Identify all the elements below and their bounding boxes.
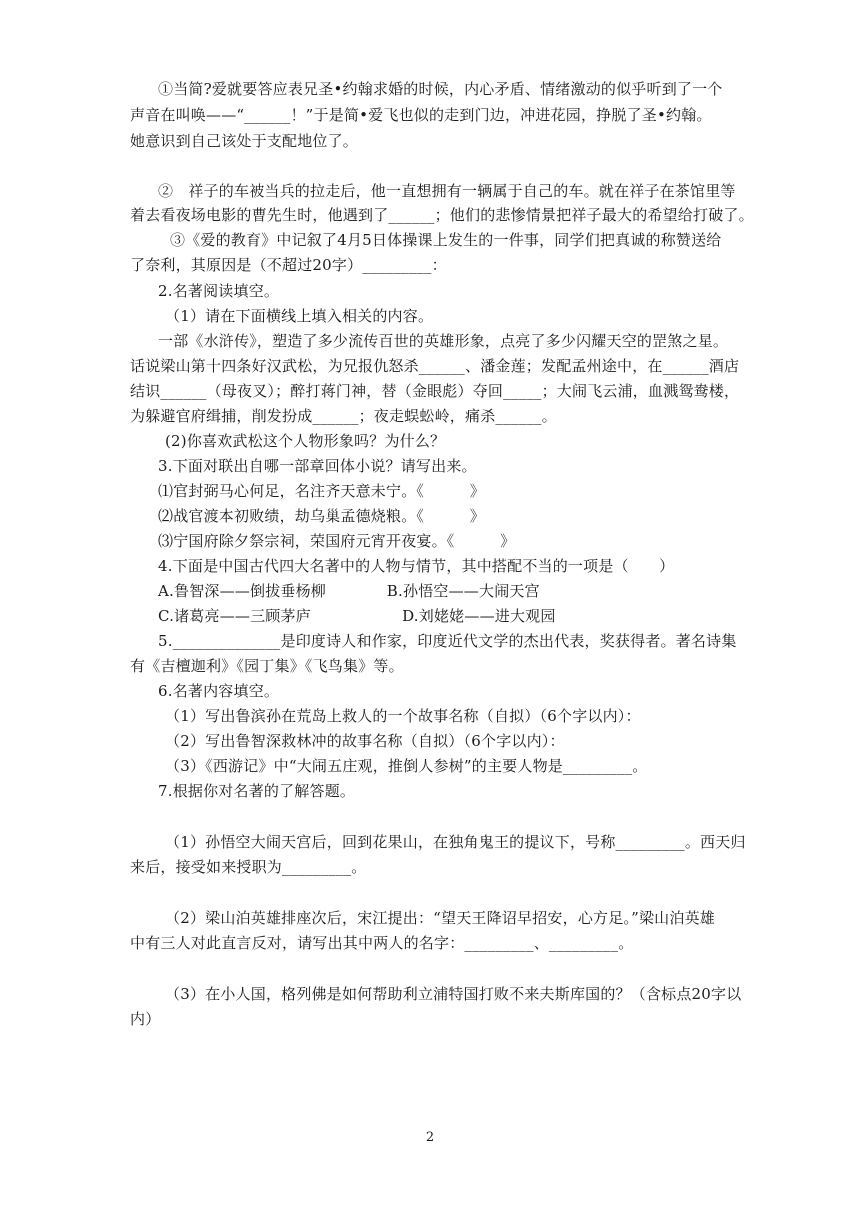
q3-item-2: ⑵战官渡本初败绩，劫乌巢孟德烧粮。《 》 [158,507,485,525]
q7-item-3-line-2: 内） [130,1010,161,1028]
q6-item-2: （2）写出鲁智深救林冲的故事名称（自拟）（6个字以内）： [165,732,565,750]
q7-item-1-line-1: （1）孙悟空大闹天宫后，回到花果山，在独角鬼王的提议下，号称_________。西天归 [165,833,746,851]
q7-item-1-line-2: 来后，接受如来授职为_________。 [130,858,367,876]
q1-line-1: ①当简?爱就要答应表兄圣•约翰求婚的时候，内心矛盾、情绪激动的似乎听到了一个 [158,80,723,98]
q1-line-5: 着去看夜场电影的曹先生时，他遇到了______；他们的悲惨情景把祥子最大的希望给打破了。 [130,206,754,224]
q6-item-3: （3）《西游记》中“大闹五庄观，推倒人参树”的主要人物是_________。 [165,757,648,775]
q3-item-3: ⑶宁国府除夕祭宗祠，荣国府元宵开夜宴。《 》 [158,532,516,550]
q7-item-3-line-1: （3）在小人国，格列佛是如何帮助利立浦特国打败不来夫斯库国的？（含标点20字以 [165,985,742,1003]
page-number: 2 [425,1130,435,1145]
q2-passage-line-4: 为躲避官府缉捕，削发扮成______；夜走蜈蚣岭，痛杀______。 [130,407,557,425]
q2-sub1-heading: （1）请在下面横线上填入相关的内容。 [165,307,434,325]
q1-line-2: 声音在叫唤——“______！”于是简•爱飞也似的走到门边，冲进花园，挣脱了圣•约翰。 [130,106,712,124]
q2-heading: 2.名著阅读填空。 [158,282,280,300]
q2-passage-line-1: 一部《水浒传》，塑造了多少流传百世的英雄形象，点亮了多少闪耀天空的罡煞之星。 [158,332,729,350]
q7-heading: 7.根据你对名著的了解答题。 [158,782,356,800]
q1-line-7: 了奈利，其原因是（不超过20字）_________： [130,256,447,274]
q2-passage-line-3: 结识______（母夜叉）；醉打蒋门神，替（金眼彪）夺回_____；大闹飞云浦，血溅鸳鸯楼， [130,382,740,400]
q2-passage-line-2: 话说梁山第十四条好汉武松，为兄报仇怒杀______、潘金莲；发配孟州途中，在______酒店 [130,357,740,375]
q7-item-2-line-1: （2）梁山泊英雄排座次后，宋江提出：“望天王降诏早招安，心方足。”梁山泊英雄 [165,909,715,927]
q1-line-6: ③《爱的教育》中记叙了4月5日体操课上发生的一件事，同学们把真诚的称赞送给 [170,231,722,249]
q7-item-2-line-2: 中有三人对此直言反对，请写出其中两人的名字：_________、_________。 [130,934,634,952]
q3-heading: 3.下面对联出自哪一部章回体小说？请写出来。 [158,457,477,475]
q4-options-cd: C.诸葛亮——三顾茅庐 D.刘姥姥——进大观园 [158,607,556,625]
q5-line-1: 5.______________是印度诗人和作家，印度近代文学的杰出代表，奖获得者。著名诗集 [158,632,737,650]
q6-item-1: （1）写出鲁滨孙在荒岛上救人的一个故事名称（自拟）（6个字以内）： [165,707,641,725]
q3-item-1: ⑴官封弼马心何足，名注齐天意未宁。《 》 [158,482,485,500]
q5-line-2: 有《吉檀迦利》《园丁集》《飞鸟集》等。 [130,657,404,675]
q4-heading: 4.下面是中国古代四大名著中的人物与情节，其中搭配不当的一项是（ ） [158,557,675,575]
q6-heading: 6.名著内容填空。 [158,682,280,700]
q1-line-3: 她意识到自己该处于支配地位了。 [130,132,359,150]
q2-sub2-question: (2)你喜欢武松这个人物形象吗？为什么？ [165,432,446,450]
q1-line-4: ② 祥子的车被当兵的拉走后，他一直想拥有一辆属于自己的车。就在祥子在茶馆里等 [158,182,736,200]
q4-options-ab: A.鲁智深——倒拔垂杨柳 B.孙悟空——大闹天宫 [158,582,540,600]
